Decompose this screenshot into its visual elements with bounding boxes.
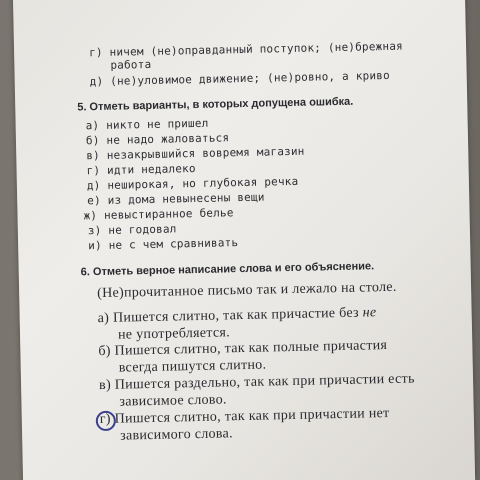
task6-title: 6. Отметь верное написание слова и его объяснение. bbox=[80, 260, 375, 279]
task5-item-b: б) не надо жаловаться bbox=[85, 131, 230, 148]
task5-item-a: а) никто не пришел bbox=[85, 116, 209, 133]
task5-item-z: з) не годовал bbox=[87, 222, 177, 238]
task6-option-b-label: б) bbox=[98, 343, 111, 360]
task6-option-a-line1 bbox=[98, 305, 377, 327]
task5-item-v: в) незакрывшийся вовремя магазин bbox=[86, 144, 305, 163]
task6-sentence: (Не)прочитанное письмо так и лежало на столе. bbox=[97, 279, 397, 302]
task5-item-i: и) не с чем сравнивать bbox=[88, 236, 239, 253]
top-option-g-line2: работа bbox=[110, 57, 152, 72]
worksheet-page bbox=[13, 0, 475, 480]
task5-item-zh: ж) невыстиранное белье bbox=[83, 206, 234, 223]
task6-option-a-text: Пишется слитно, так как причастие без bbox=[112, 305, 360, 326]
task6-option-a-label: а) bbox=[97, 310, 110, 327]
task6-option-v-line2: зависимое слово. bbox=[119, 392, 227, 410]
task5-item-g: г) идти недалеко bbox=[86, 161, 196, 178]
task6-option-v-label: в) bbox=[98, 377, 112, 394]
task6-option-g-line2: зависимого слова. bbox=[120, 426, 234, 444]
task6-option-b-text: Пишется слитно, так как полные причастия bbox=[114, 338, 388, 359]
task5-title: 5. Отметь варианты, в которых допущена ошибка. bbox=[77, 95, 354, 114]
top-option-g-line1: г) ничем (не)оправданный поступок; (не)брежная bbox=[88, 39, 404, 60]
task6-option-g-text: Пишется слитно, так как при причастии нет bbox=[114, 405, 390, 427]
task6-option-a-line2: не употребляется. bbox=[117, 325, 231, 343]
top-option-d: д) (не)уловимое движение; (не)ровно, а криво bbox=[89, 68, 391, 89]
pen-circle-mark bbox=[96, 411, 116, 431]
task6-option-b-line2: всегда пишутся слитно. bbox=[118, 357, 267, 376]
task6-option-v-text: Пишется раздельно, так как при причастии есть bbox=[114, 371, 415, 393]
task5-item-d: д) неширокая, но глубокая речка bbox=[86, 174, 299, 193]
task6-option-a-italic: не bbox=[362, 305, 377, 321]
task6-option-g-label: г) bbox=[99, 411, 111, 428]
task5-item-e: е) из дома невынесены вещи bbox=[87, 190, 265, 208]
